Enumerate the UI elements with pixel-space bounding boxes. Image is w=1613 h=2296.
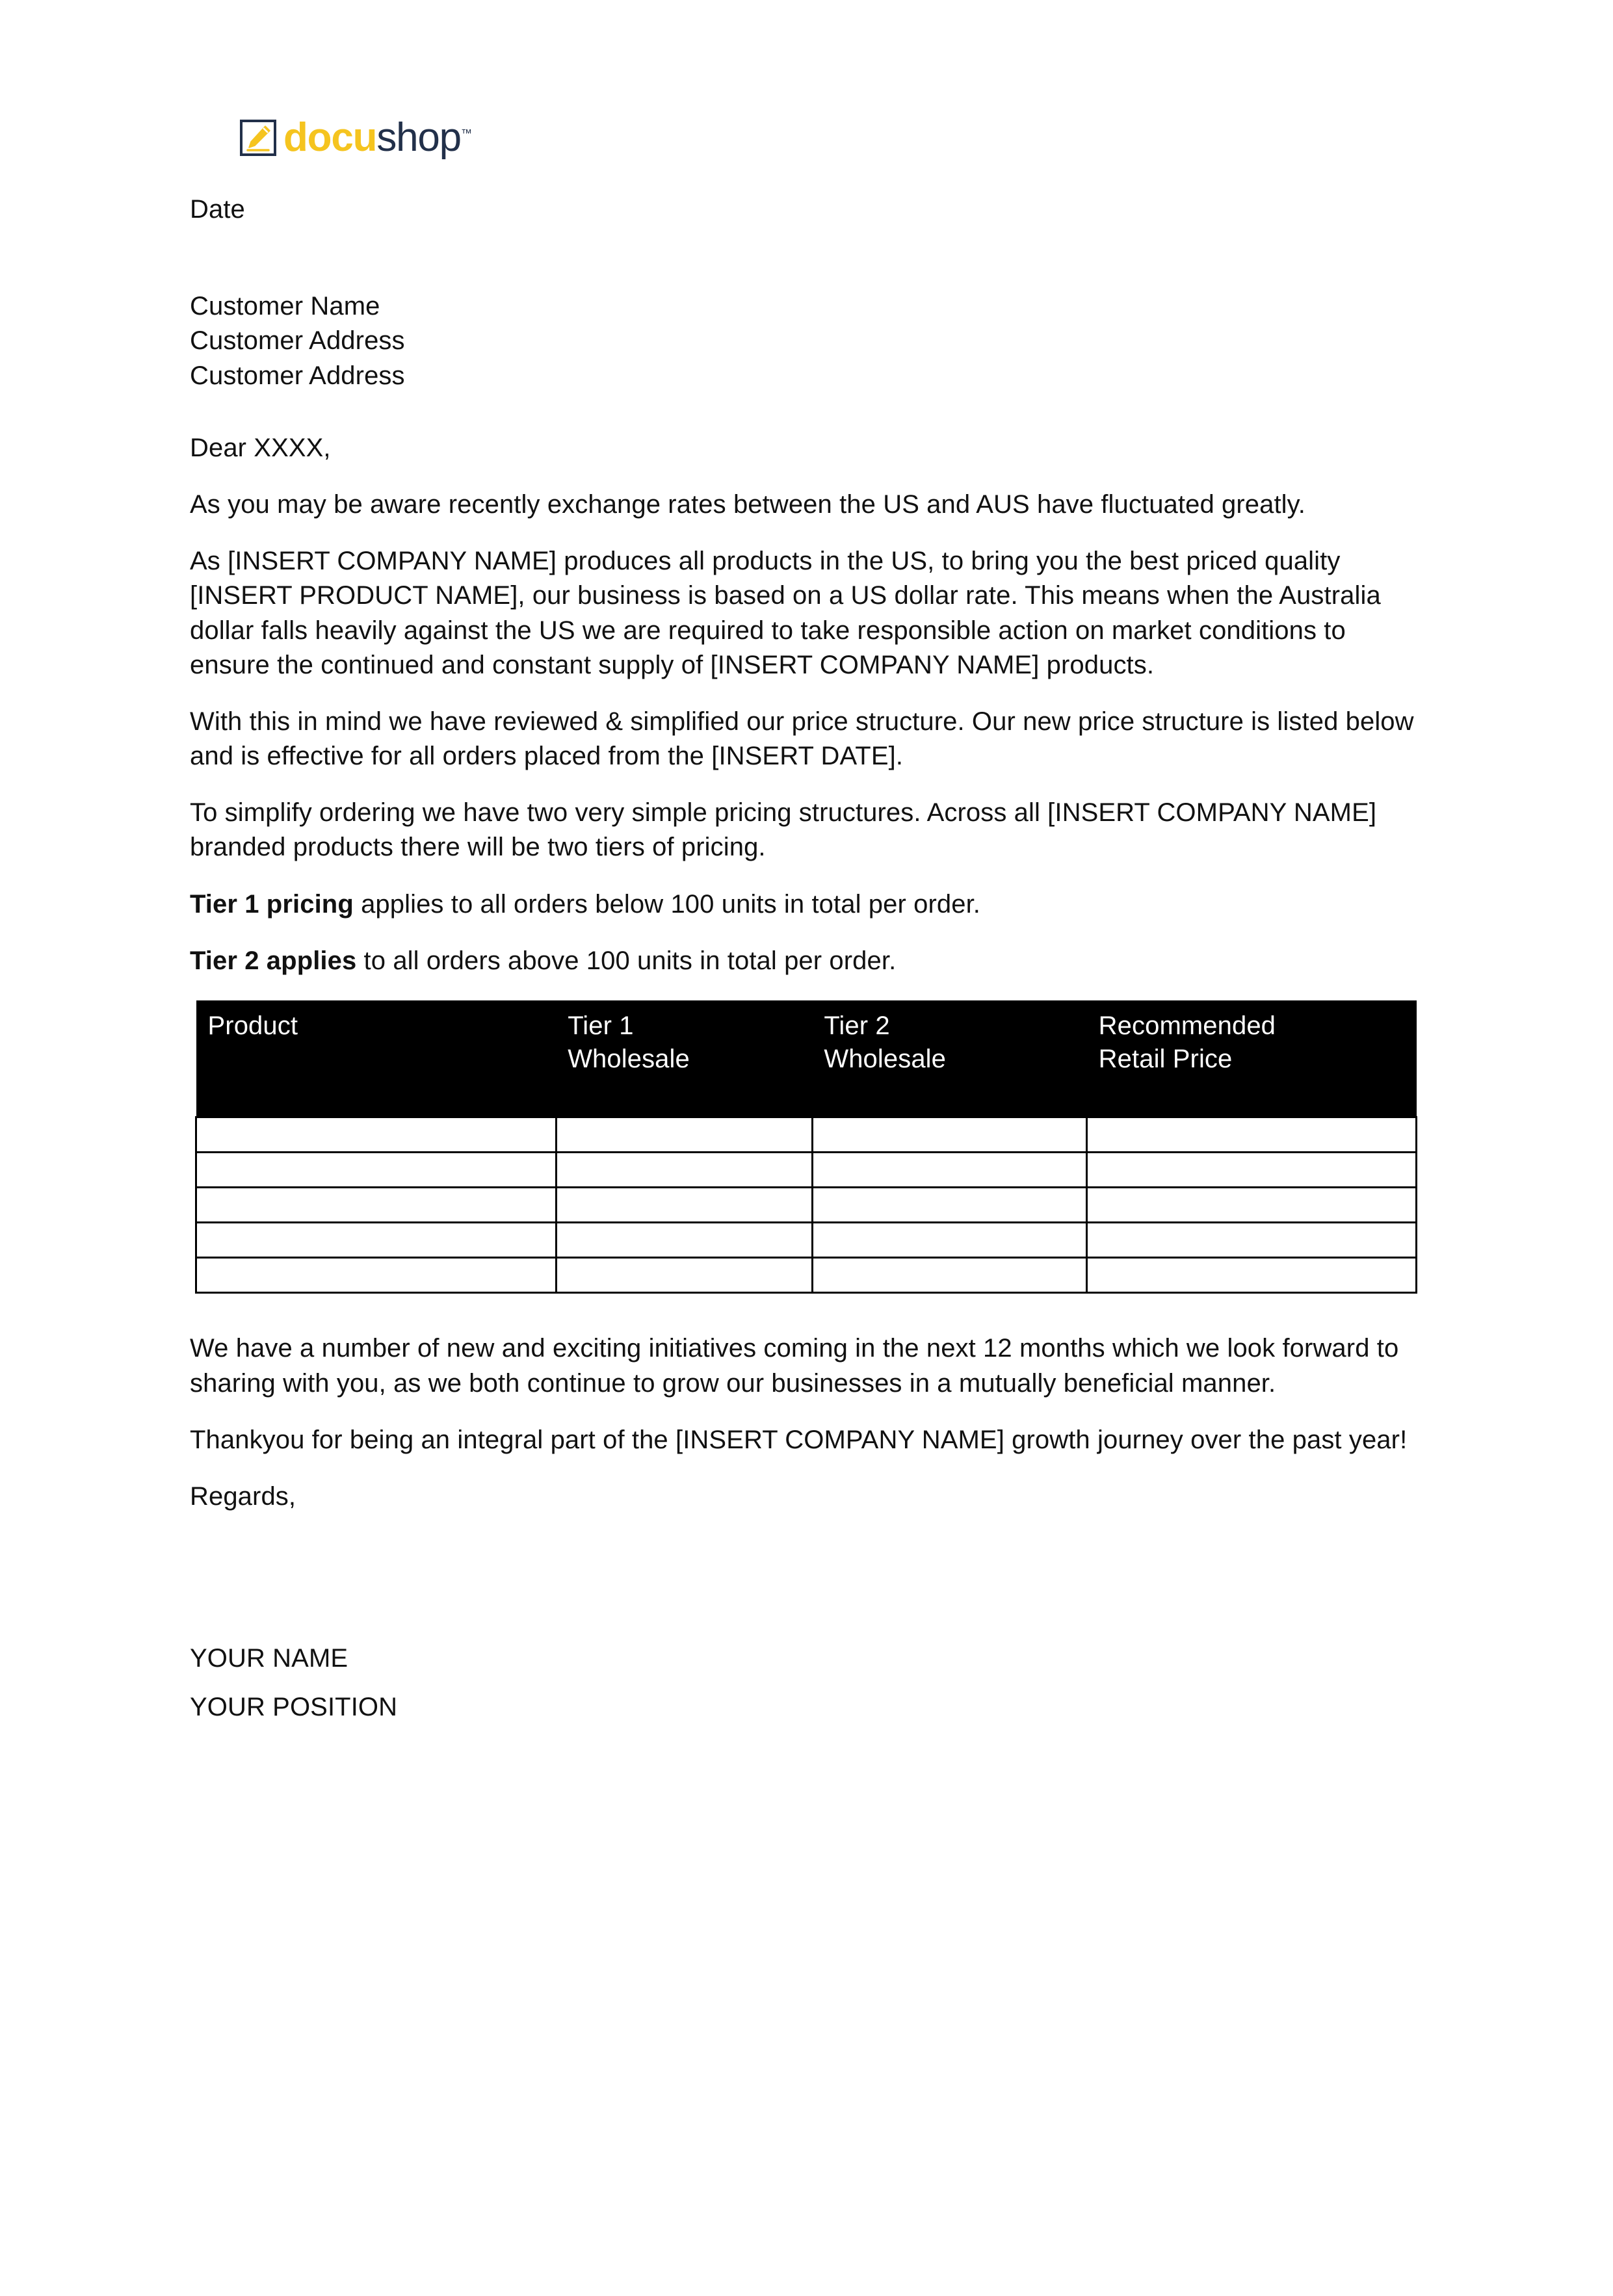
signature-name: YOUR NAME <box>190 1644 348 1673</box>
cell-rrp[interactable] <box>1087 1188 1417 1223</box>
cell-tier1[interactable] <box>556 1153 812 1188</box>
table-row <box>196 1117 1417 1153</box>
tier-1-description: applies to all orders below 100 units in total per order. <box>353 889 980 919</box>
cell-tier2[interactable] <box>812 1223 1086 1258</box>
paragraph-initiatives: We have a number of new and exciting initiatives coming in the next 12 months which we look forward to sharing with you, as we both continue to grow our businesses in a mutually beneficial manner. <box>190 1334 1399 1398</box>
table-row <box>196 1153 1417 1188</box>
column-header-tier2-line2: Wholesale <box>824 1045 947 1074</box>
tier-1-statement <box>190 887 1425 922</box>
trademark-symbol: ™ <box>460 127 472 140</box>
cell-tier2[interactable] <box>812 1153 1086 1188</box>
header-row <box>196 1000 1417 1117</box>
cell-product[interactable] <box>196 1153 557 1188</box>
cell-tier1[interactable] <box>556 1117 812 1153</box>
tier-2-label: Tier 2 applies <box>190 946 357 975</box>
column-header-tier1-line2: Wholesale <box>568 1045 690 1074</box>
letter-body <box>190 192 1425 1725</box>
closing-regards: Regards, <box>190 1481 296 1511</box>
cell-tier2[interactable] <box>812 1258 1086 1293</box>
column-header-tier2 <box>812 1000 1086 1117</box>
paragraph-simplify-ordering: To simplify ordering we have two very simple pricing structures. Across all [INSERT COMPANY NAME] branded products there will be two tiers of pricing. <box>190 798 1377 862</box>
pricing-table <box>195 1000 1417 1294</box>
tier-2-statement <box>190 944 1425 978</box>
cell-product[interactable] <box>196 1188 557 1223</box>
cell-tier1[interactable] <box>556 1188 812 1223</box>
recipient-address-line-2: Customer Address <box>190 361 405 390</box>
recipient-address-line-1: Customer Address <box>190 326 405 356</box>
column-header-rrp <box>1087 1000 1417 1117</box>
cell-tier1[interactable] <box>556 1258 812 1293</box>
pricing-table-body <box>196 1117 1417 1293</box>
cell-product[interactable] <box>196 1223 557 1258</box>
cell-tier2[interactable] <box>812 1117 1086 1153</box>
signature-position: YOUR POSITION <box>190 1693 398 1722</box>
column-header-tier1-line1: Tier 1 <box>568 1011 634 1040</box>
column-header-rrp-line1: Recommended <box>1098 1011 1276 1040</box>
table-row <box>196 1223 1417 1258</box>
date-label: Date <box>190 195 245 224</box>
cell-rrp[interactable] <box>1087 1153 1417 1188</box>
column-header-tier2-line1: Tier 2 <box>824 1011 890 1040</box>
paragraph-price-structure: With this in mind we have reviewed & simplified our price structure. Our new price structure is listed below and is effective for all orders placed from the [INSERT DATE]. <box>190 707 1414 771</box>
tier-2-description: to all orders above 100 units in total per order. <box>356 946 897 975</box>
logo-word-docu: docu <box>283 115 377 160</box>
pricing-table-header <box>196 1000 1417 1117</box>
column-header-rrp-line2: Retail Price <box>1098 1045 1233 1074</box>
cell-tier2[interactable] <box>812 1188 1086 1223</box>
recipient-name: Customer Name <box>190 292 380 321</box>
tier-1-label: Tier 1 pricing <box>190 889 354 919</box>
column-header-product <box>196 1000 557 1117</box>
cell-product[interactable] <box>196 1117 557 1153</box>
logo-wordmark <box>283 115 472 160</box>
paragraph-thankyou: Thankyou for being an integral part of the [INSERT COMPANY NAME] growth journey over the past year! <box>190 1425 1408 1454</box>
cell-rrp[interactable] <box>1087 1223 1417 1258</box>
cell-product[interactable] <box>196 1258 557 1293</box>
docushop-logo <box>239 114 472 161</box>
paragraph-us-production: As [INSERT COMPANY NAME] produces all products in the US, to bring you the best priced quality [INSERT PRODUCT NAME], our business is based on a US dollar rate. This means when the Australia dollar falls heavily against the US we are required to take responsible action on market conditions to ensure the continued and constant supply of [INSERT COMPANY NAME] products. <box>190 547 1381 679</box>
cell-rrp[interactable] <box>1087 1258 1417 1293</box>
salutation: Dear XXXX, <box>190 433 331 462</box>
logo-word-shop: shop <box>376 115 461 160</box>
cell-rrp[interactable] <box>1087 1117 1417 1153</box>
column-header-product-line1: Product <box>207 1011 298 1040</box>
paragraph-exchange-rates: As you may be aware recently exchange rates between the US and AUS have fluctuated greatly. <box>190 489 1306 519</box>
pencil-in-box-icon <box>239 119 277 157</box>
table-row <box>196 1188 1417 1223</box>
column-header-tier1 <box>556 1000 812 1117</box>
table-row <box>196 1258 1417 1293</box>
cell-tier1[interactable] <box>556 1223 812 1258</box>
